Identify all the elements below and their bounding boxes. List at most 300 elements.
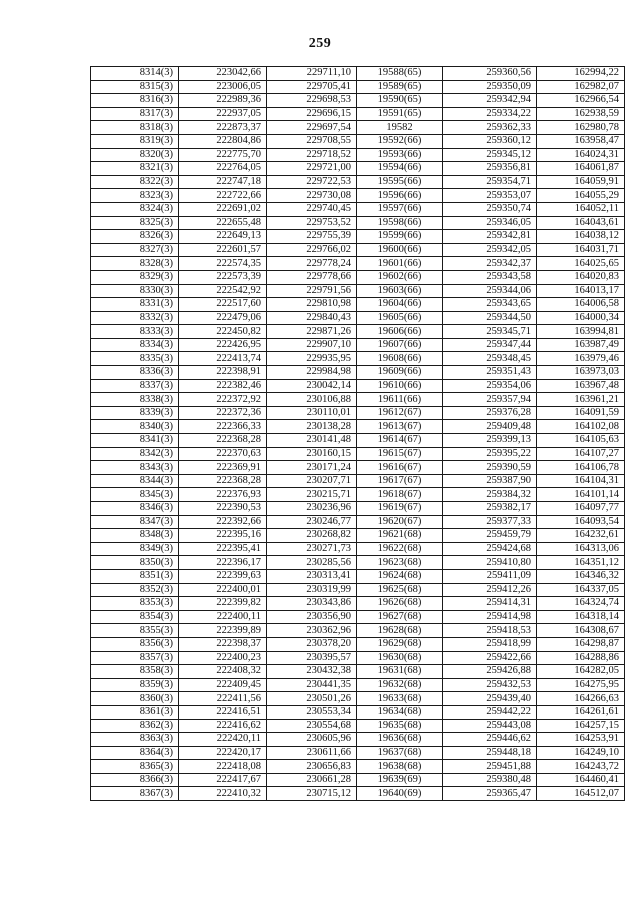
- cell-coord-y-1: 230160,15: [267, 447, 357, 461]
- cell-coord-y-2: 164013,17: [537, 284, 625, 298]
- table-row: [91, 162, 625, 176]
- cell-coord-y-1: 230611,66: [267, 746, 357, 760]
- cell-point-id-1: 8326(3): [91, 230, 179, 244]
- cell-coord-x-2: 259347,44: [443, 338, 537, 352]
- cell-point-id-1: 8316(3): [91, 94, 179, 108]
- cell-coord-x-2: 259424,68: [443, 542, 537, 556]
- cell-coord-x-2: 259365,47: [443, 787, 537, 801]
- cell-point-id-1: 8336(3): [91, 366, 179, 380]
- cell-point-id-2: 19598(66): [357, 216, 443, 230]
- cell-coord-y-1: 229791,56: [267, 284, 357, 298]
- table-row: [91, 434, 625, 448]
- cell-coord-y-2: 164288,86: [537, 651, 625, 665]
- table-row: [91, 746, 625, 760]
- cell-point-id-2: 19631(68): [357, 665, 443, 679]
- cell-point-id-2: 19637(68): [357, 746, 443, 760]
- cell-coord-x-1: 222390,53: [179, 502, 267, 516]
- cell-coord-x-2: 259342,81: [443, 230, 537, 244]
- cell-coord-x-2: 259414,98: [443, 610, 537, 624]
- cell-point-id-1: 8359(3): [91, 678, 179, 692]
- table-row: [91, 542, 625, 556]
- cell-point-id-1: 8340(3): [91, 420, 179, 434]
- table-row: [91, 515, 625, 529]
- table-row: [91, 107, 625, 121]
- cell-coord-y-1: 229740,45: [267, 202, 357, 216]
- cell-point-id-1: 8317(3): [91, 107, 179, 121]
- cell-coord-y-2: 164346,32: [537, 569, 625, 583]
- cell-point-id-2: 19589(65): [357, 80, 443, 94]
- cell-coord-y-2: 164038,12: [537, 230, 625, 244]
- cell-coord-x-2: 259422,66: [443, 651, 537, 665]
- cell-coord-x-1: 222411,56: [179, 692, 267, 706]
- cell-coord-y-2: 164324,74: [537, 597, 625, 611]
- cell-coord-y-1: 230554,68: [267, 719, 357, 733]
- cell-coord-x-2: 259382,17: [443, 502, 537, 516]
- cell-point-id-1: 8325(3): [91, 216, 179, 230]
- table-row: [91, 175, 625, 189]
- cell-coord-x-2: 259348,45: [443, 352, 537, 366]
- cell-coord-y-1: 229935,95: [267, 352, 357, 366]
- cell-coord-y-2: 162938,59: [537, 107, 625, 121]
- cell-point-id-1: 8333(3): [91, 325, 179, 339]
- cell-coord-x-1: 222369,91: [179, 461, 267, 475]
- cell-coord-y-2: 162982,07: [537, 80, 625, 94]
- cell-coord-x-2: 259344,50: [443, 311, 537, 325]
- cell-coord-y-1: 229907,10: [267, 338, 357, 352]
- cell-coord-y-1: 230138,28: [267, 420, 357, 434]
- cell-coord-y-1: 229705,41: [267, 80, 357, 94]
- table-row: [91, 325, 625, 339]
- cell-coord-y-1: 230395,57: [267, 651, 357, 665]
- cell-coord-x-2: 259412,26: [443, 583, 537, 597]
- cell-point-id-1: 8321(3): [91, 162, 179, 176]
- cell-coord-x-2: 259377,33: [443, 515, 537, 529]
- table-row: [91, 461, 625, 475]
- cell-coord-x-1: 222400,11: [179, 610, 267, 624]
- cell-coord-y-1: 230141,48: [267, 434, 357, 448]
- cell-coord-x-1: 222420,17: [179, 746, 267, 760]
- cell-coord-y-2: 164460,41: [537, 773, 625, 787]
- cell-coord-y-2: 164024,31: [537, 148, 625, 162]
- cell-point-id-2: 19623(68): [357, 556, 443, 570]
- table-row: [91, 610, 625, 624]
- cell-coord-y-1: 230715,12: [267, 787, 357, 801]
- cell-coord-y-2: 164059,91: [537, 175, 625, 189]
- cell-point-id-2: 19639(69): [357, 773, 443, 787]
- cell-coord-x-2: 259384,32: [443, 488, 537, 502]
- cell-coord-x-1: 222400,23: [179, 651, 267, 665]
- cell-point-id-2: 19619(67): [357, 502, 443, 516]
- page-number: 259: [308, 36, 332, 51]
- cell-coord-x-1: 222989,36: [179, 94, 267, 108]
- cell-coord-x-1: 222372,36: [179, 406, 267, 420]
- cell-point-id-1: 8358(3): [91, 665, 179, 679]
- cell-coord-x-2: 259459,79: [443, 529, 537, 543]
- cell-point-id-1: 8335(3): [91, 352, 179, 366]
- table-row: [91, 678, 625, 692]
- cell-coord-y-2: 164043,61: [537, 216, 625, 230]
- table-row: [91, 556, 625, 570]
- cell-point-id-2: 19602(66): [357, 270, 443, 284]
- cell-coord-x-1: 222395,16: [179, 529, 267, 543]
- cell-point-id-2: 19597(66): [357, 202, 443, 216]
- cell-coord-y-2: 164282,05: [537, 665, 625, 679]
- table-row: [91, 257, 625, 271]
- cell-coord-y-1: 230343,86: [267, 597, 357, 611]
- cell-point-id-2: 19599(66): [357, 230, 443, 244]
- cell-coord-x-1: 222417,67: [179, 773, 267, 787]
- cell-point-id-1: 8352(3): [91, 583, 179, 597]
- cell-point-id-1: 8324(3): [91, 202, 179, 216]
- table-row: [91, 474, 625, 488]
- cell-coord-y-1: 229696,15: [267, 107, 357, 121]
- cell-coord-y-1: 230268,82: [267, 529, 357, 543]
- cell-coord-y-2: 163967,48: [537, 379, 625, 393]
- cell-coord-x-1: 222395,41: [179, 542, 267, 556]
- cell-coord-y-1: 229697,54: [267, 121, 357, 135]
- cell-coord-y-1: 229810,98: [267, 298, 357, 312]
- cell-point-id-1: 8357(3): [91, 651, 179, 665]
- cell-point-id-2: 19625(68): [357, 583, 443, 597]
- cell-point-id-1: 8332(3): [91, 311, 179, 325]
- cell-coord-x-2: 259360,56: [443, 67, 537, 81]
- cell-coord-x-1: 222573,39: [179, 270, 267, 284]
- cell-coord-y-1: 229698,53: [267, 94, 357, 108]
- table-row: [91, 569, 625, 583]
- table-row: [91, 624, 625, 638]
- cell-coord-y-1: 230656,83: [267, 760, 357, 774]
- cell-coord-y-1: 229778,66: [267, 270, 357, 284]
- cell-coord-y-2: 164052,11: [537, 202, 625, 216]
- cell-coord-x-2: 259345,12: [443, 148, 537, 162]
- table-row: [91, 148, 625, 162]
- cell-point-id-2: 19629(68): [357, 637, 443, 651]
- cell-point-id-1: 8350(3): [91, 556, 179, 570]
- cell-point-id-2: 19593(66): [357, 148, 443, 162]
- cell-point-id-2: 19603(66): [357, 284, 443, 298]
- cell-point-id-1: 8315(3): [91, 80, 179, 94]
- cell-coord-y-1: 230441,35: [267, 678, 357, 692]
- cell-coord-y-2: 164298,87: [537, 637, 625, 651]
- cell-point-id-1: 8345(3): [91, 488, 179, 502]
- table-row: [91, 311, 625, 325]
- table-row: [91, 773, 625, 787]
- table-row: [91, 80, 625, 94]
- cell-point-id-1: 8361(3): [91, 705, 179, 719]
- cell-coord-y-2: 164232,61: [537, 529, 625, 543]
- table-row: [91, 719, 625, 733]
- cell-point-id-2: 19600(66): [357, 243, 443, 257]
- cell-coord-y-2: 164318,14: [537, 610, 625, 624]
- cell-coord-y-2: 164093,54: [537, 515, 625, 529]
- cell-coord-x-1: 222764,05: [179, 162, 267, 176]
- cell-point-id-1: 8353(3): [91, 597, 179, 611]
- cell-coord-y-2: 164101,14: [537, 488, 625, 502]
- cell-coord-y-2: 164106,78: [537, 461, 625, 475]
- cell-coord-y-2: 164104,31: [537, 474, 625, 488]
- cell-coord-x-1: 222450,82: [179, 325, 267, 339]
- cell-coord-y-2: 164243,72: [537, 760, 625, 774]
- table-row: [91, 583, 625, 597]
- cell-coord-x-2: 259344,06: [443, 284, 537, 298]
- table-row: [91, 134, 625, 148]
- cell-coord-x-1: 222601,57: [179, 243, 267, 257]
- cell-coord-x-1: 222392,66: [179, 515, 267, 529]
- cell-point-id-1: 8328(3): [91, 257, 179, 271]
- cell-coord-y-1: 229718,52: [267, 148, 357, 162]
- table-row: [91, 502, 625, 516]
- cell-coord-x-1: 222398,37: [179, 637, 267, 651]
- cell-coord-x-2: 259345,71: [443, 325, 537, 339]
- cell-coord-y-2: 164337,05: [537, 583, 625, 597]
- cell-point-id-2: 19615(67): [357, 447, 443, 461]
- cell-coord-x-2: 259439,40: [443, 692, 537, 706]
- cell-point-id-1: 8339(3): [91, 406, 179, 420]
- cell-coord-y-2: 164266,63: [537, 692, 625, 706]
- cell-coord-x-1: 222937,05: [179, 107, 267, 121]
- cell-point-id-2: 19613(67): [357, 420, 443, 434]
- cell-coord-x-2: 259446,62: [443, 733, 537, 747]
- cell-coord-x-2: 259442,22: [443, 705, 537, 719]
- cell-coord-x-1: 222398,91: [179, 366, 267, 380]
- cell-coord-y-2: 164091,59: [537, 406, 625, 420]
- cell-coord-x-2: 259432,53: [443, 678, 537, 692]
- cell-coord-y-1: 230285,56: [267, 556, 357, 570]
- cell-point-id-2: 19614(67): [357, 434, 443, 448]
- cell-point-id-1: 8341(3): [91, 434, 179, 448]
- cell-coord-y-1: 229766,02: [267, 243, 357, 257]
- cell-point-id-1: 8365(3): [91, 760, 179, 774]
- cell-coord-y-1: 230042,14: [267, 379, 357, 393]
- table-row: [91, 243, 625, 257]
- cell-coord-x-2: 259343,65: [443, 298, 537, 312]
- cell-coord-x-1: 222382,46: [179, 379, 267, 393]
- cell-coord-x-1: 222368,28: [179, 434, 267, 448]
- table-row: [91, 94, 625, 108]
- cell-coord-y-2: 164006,58: [537, 298, 625, 312]
- cell-point-id-1: 8366(3): [91, 773, 179, 787]
- table-row: [91, 366, 625, 380]
- cell-point-id-1: 8327(3): [91, 243, 179, 257]
- cell-coord-x-1: 222416,62: [179, 719, 267, 733]
- cell-coord-x-2: 259380,48: [443, 773, 537, 787]
- cell-coord-y-1: 230215,71: [267, 488, 357, 502]
- cell-point-id-1: 8346(3): [91, 502, 179, 516]
- cell-point-id-2: 19618(67): [357, 488, 443, 502]
- cell-coord-y-1: 230313,41: [267, 569, 357, 583]
- cell-coord-x-1: 222574,35: [179, 257, 267, 271]
- cell-point-id-2: 19633(68): [357, 692, 443, 706]
- cell-point-id-2: 19640(69): [357, 787, 443, 801]
- cell-point-id-2: 19624(68): [357, 569, 443, 583]
- cell-coord-x-2: 259343,58: [443, 270, 537, 284]
- cell-point-id-1: 8323(3): [91, 189, 179, 203]
- cell-coord-x-1: 222418,08: [179, 760, 267, 774]
- cell-coord-y-2: 163994,81: [537, 325, 625, 339]
- cell-coord-x-1: 222413,74: [179, 352, 267, 366]
- cell-coord-x-1: 222372,92: [179, 393, 267, 407]
- cell-point-id-2: 19616(67): [357, 461, 443, 475]
- cell-coord-x-1: 222655,48: [179, 216, 267, 230]
- cell-coord-x-1: 222370,63: [179, 447, 267, 461]
- cell-coord-x-2: 259351,43: [443, 366, 537, 380]
- table-row: [91, 189, 625, 203]
- cell-point-id-2: 19634(68): [357, 705, 443, 719]
- cell-coord-x-1: 222775,70: [179, 148, 267, 162]
- cell-point-id-1: 8334(3): [91, 338, 179, 352]
- cell-point-id-1: 8342(3): [91, 447, 179, 461]
- cell-coord-y-1: 230236,96: [267, 502, 357, 516]
- cell-coord-y-1: 230605,96: [267, 733, 357, 747]
- cell-coord-y-2: 163961,21: [537, 393, 625, 407]
- table-row: [91, 760, 625, 774]
- cell-point-id-2: 19590(65): [357, 94, 443, 108]
- cell-coord-y-1: 230271,73: [267, 542, 357, 556]
- cell-coord-x-2: 259443,08: [443, 719, 537, 733]
- cell-coord-y-2: 164351,12: [537, 556, 625, 570]
- cell-point-id-1: 8347(3): [91, 515, 179, 529]
- cell-point-id-1: 8330(3): [91, 284, 179, 298]
- cell-point-id-1: 8319(3): [91, 134, 179, 148]
- cell-coord-y-1: 230378,20: [267, 637, 357, 651]
- cell-coord-x-2: 259342,05: [443, 243, 537, 257]
- cell-coord-x-2: 259387,90: [443, 474, 537, 488]
- table-row: [91, 379, 625, 393]
- cell-point-id-1: 8367(3): [91, 787, 179, 801]
- table-body: [91, 67, 625, 801]
- cell-point-id-2: 19617(67): [357, 474, 443, 488]
- cell-point-id-1: 8343(3): [91, 461, 179, 475]
- cell-coord-y-1: 229722,53: [267, 175, 357, 189]
- cell-point-id-2: 19588(65): [357, 67, 443, 81]
- table-row: [91, 406, 625, 420]
- cell-coord-x-2: 259353,07: [443, 189, 537, 203]
- cell-point-id-1: 8331(3): [91, 298, 179, 312]
- table-row: [91, 447, 625, 461]
- cell-coord-x-2: 259451,88: [443, 760, 537, 774]
- cell-coord-x-1: 223042,66: [179, 67, 267, 81]
- cell-coord-y-1: 230501,26: [267, 692, 357, 706]
- cell-coord-y-1: 230362,96: [267, 624, 357, 638]
- cell-coord-y-2: 164097,77: [537, 502, 625, 516]
- table-row: [91, 67, 625, 81]
- table-row: [91, 529, 625, 543]
- cell-point-id-1: 8362(3): [91, 719, 179, 733]
- cell-point-id-2: 19632(68): [357, 678, 443, 692]
- cell-coord-y-2: 164253,91: [537, 733, 625, 747]
- cell-coord-x-2: 259448,18: [443, 746, 537, 760]
- cell-point-id-1: 8338(3): [91, 393, 179, 407]
- cell-point-id-1: 8360(3): [91, 692, 179, 706]
- cell-point-id-2: 19582: [357, 121, 443, 135]
- cell-point-id-2: 19628(68): [357, 624, 443, 638]
- cell-coord-x-1: 222408,32: [179, 665, 267, 679]
- table-row: [91, 420, 625, 434]
- cell-coord-x-2: 259360,12: [443, 134, 537, 148]
- cell-coord-x-1: 223006,05: [179, 80, 267, 94]
- cell-coord-y-1: 229755,39: [267, 230, 357, 244]
- cell-point-id-1: 8354(3): [91, 610, 179, 624]
- cell-coord-y-1: 230432,38: [267, 665, 357, 679]
- cell-coord-y-1: 229711,10: [267, 67, 357, 81]
- table-row: [91, 121, 625, 135]
- cell-coord-y-2: 163958,47: [537, 134, 625, 148]
- cell-coord-y-2: 164275,95: [537, 678, 625, 692]
- cell-coord-y-1: 230110,01: [267, 406, 357, 420]
- cell-coord-y-2: 164025,65: [537, 257, 625, 271]
- cell-coord-y-1: 230246,77: [267, 515, 357, 529]
- cell-coord-x-1: 222368,28: [179, 474, 267, 488]
- cell-coord-x-2: 259411,09: [443, 569, 537, 583]
- cell-point-id-1: 8320(3): [91, 148, 179, 162]
- cell-point-id-1: 8344(3): [91, 474, 179, 488]
- table-row: [91, 665, 625, 679]
- cell-coord-x-2: 259410,80: [443, 556, 537, 570]
- cell-coord-y-1: 230356,90: [267, 610, 357, 624]
- cell-coord-x-1: 222399,89: [179, 624, 267, 638]
- cell-coord-x-2: 259356,81: [443, 162, 537, 176]
- cell-coord-y-2: 162980,78: [537, 121, 625, 135]
- cell-point-id-2: 19621(68): [357, 529, 443, 543]
- cell-coord-x-1: 222396,17: [179, 556, 267, 570]
- cell-coord-y-2: 162994,22: [537, 67, 625, 81]
- cell-coord-x-1: 222517,60: [179, 298, 267, 312]
- cell-point-id-1: 8314(3): [91, 67, 179, 81]
- cell-coord-x-2: 259357,94: [443, 393, 537, 407]
- cell-point-id-2: 19596(66): [357, 189, 443, 203]
- cell-coord-x-2: 259350,09: [443, 80, 537, 94]
- table-row: [91, 298, 625, 312]
- cell-coord-y-2: 164257,15: [537, 719, 625, 733]
- cell-coord-x-2: 259334,22: [443, 107, 537, 121]
- cell-coord-x-2: 259350,74: [443, 202, 537, 216]
- cell-point-id-2: 19594(66): [357, 162, 443, 176]
- cell-coord-x-1: 222399,82: [179, 597, 267, 611]
- cell-point-id-1: 8348(3): [91, 529, 179, 543]
- table-row: [91, 230, 625, 244]
- table-row: [91, 637, 625, 651]
- cell-point-id-2: 19622(68): [357, 542, 443, 556]
- cell-coord-y-2: 164105,63: [537, 434, 625, 448]
- cell-point-id-2: 19630(68): [357, 651, 443, 665]
- cell-coord-y-2: 164308,67: [537, 624, 625, 638]
- cell-coord-y-2: 164512,07: [537, 787, 625, 801]
- cell-point-id-1: 8364(3): [91, 746, 179, 760]
- cell-point-id-1: 8351(3): [91, 569, 179, 583]
- cell-point-id-2: 19610(66): [357, 379, 443, 393]
- cell-point-id-2: 19605(66): [357, 311, 443, 325]
- cell-coord-x-2: 259395,22: [443, 447, 537, 461]
- cell-coord-y-1: 229984,98: [267, 366, 357, 380]
- table-row: [91, 202, 625, 216]
- table-row: [91, 352, 625, 366]
- cell-point-id-2: 19609(66): [357, 366, 443, 380]
- cell-coord-y-1: 229778,24: [267, 257, 357, 271]
- cell-point-id-2: 19608(66): [357, 352, 443, 366]
- cell-point-id-1: 8363(3): [91, 733, 179, 747]
- cell-coord-x-1: 222366,33: [179, 420, 267, 434]
- table-row: [91, 787, 625, 801]
- cell-point-id-2: 19636(68): [357, 733, 443, 747]
- cell-coord-x-1: 222376,93: [179, 488, 267, 502]
- table-row: [91, 216, 625, 230]
- table-row: [91, 393, 625, 407]
- cell-coord-y-2: 164000,34: [537, 311, 625, 325]
- cell-coord-y-2: 164055,29: [537, 189, 625, 203]
- cell-coord-y-2: 164102,08: [537, 420, 625, 434]
- cell-coord-x-2: 259390,59: [443, 461, 537, 475]
- cell-point-id-2: 19606(66): [357, 325, 443, 339]
